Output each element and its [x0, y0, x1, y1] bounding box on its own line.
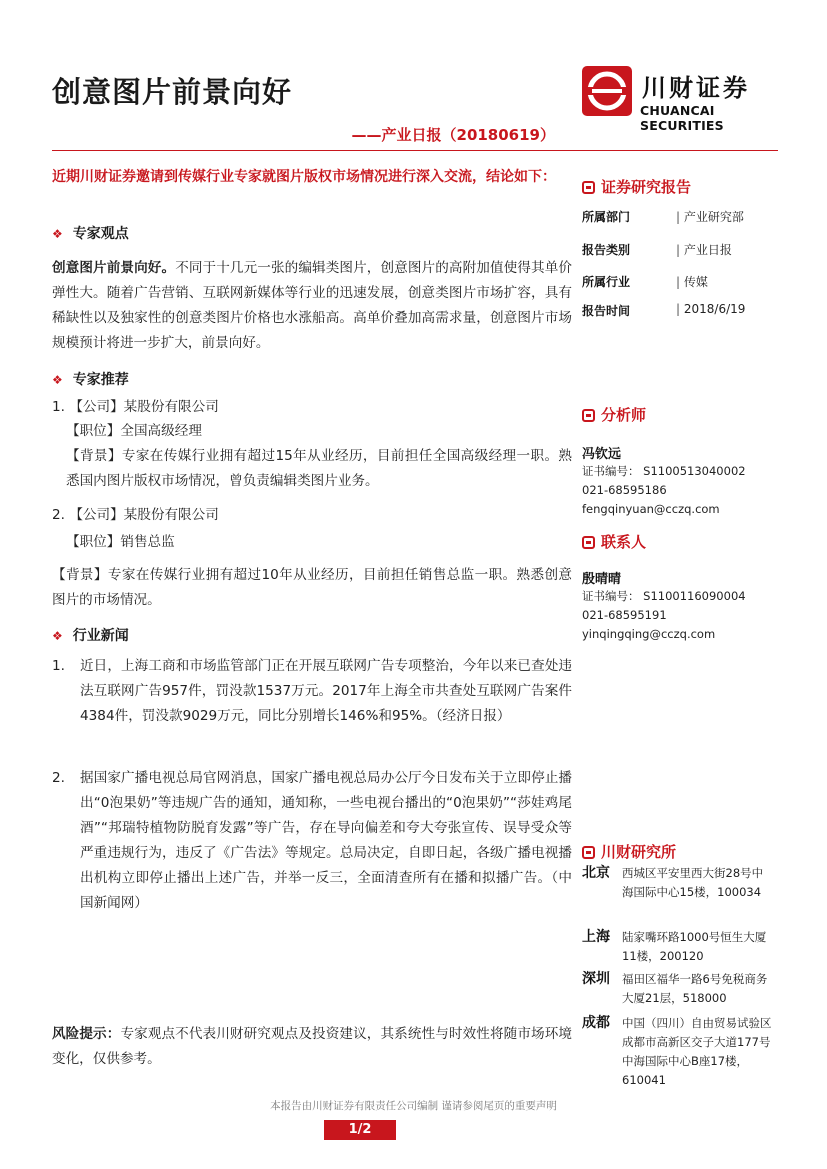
expert-1-position: 【职位】全国高级经理	[66, 423, 202, 439]
footer-note: 本报告由川财证券有限责任公司编制 谨请参阅尾页的重要声明	[270, 1100, 557, 1112]
page-title: 创意图片前景向好	[52, 75, 293, 109]
expert-1-company: 1. 【公司】某股份有限公司	[52, 399, 219, 415]
contact-name: 殷晴晴	[582, 572, 622, 587]
office-list	[582, 862, 782, 1092]
sidebar-contact-title: 联系人	[582, 531, 782, 552]
view-lead: 创意图片前景向好。	[52, 260, 176, 276]
section-marker-icon	[582, 181, 595, 194]
office-addr-chengdu: 中国（四川）自由贸易试验区成都市高新区交子大道177号中海国际中心B座17楼，610041	[622, 1016, 772, 1087]
logo-cn-text: 川财证券	[642, 74, 750, 102]
section-marker-icon	[582, 536, 595, 549]
logo-en-text: CHUANCAI SECURITIES	[640, 103, 724, 133]
view-body: 不同于十几元一张的编辑类图片，创意图片的高附加值使得其单价弹性大。随着广告营销、互联网新媒体等行业的迅速发展，创意类图片市场扩容，具有稀缺性以及独家性的创意类图片价格也水涨船高。高单价叠加高需求量，创意图片市场规模预计将进一步扩大，前景向好。	[52, 260, 573, 351]
expert-1-background: 【背景】专家在传媒行业拥有超过15年从业经历，目前担任全国高级经理一职。熟悉国内图片版权市场情况，曾负责编辑类图片业务。	[66, 448, 572, 489]
intro-text: 近期川财证券邀请到传媒行业专家就图片版权市场情况进行深入交流，结论如下：	[52, 169, 556, 185]
office-addr-shanghai: 陆家嘴环路1000号恒生大厦11楼，200120	[622, 930, 767, 963]
section-marker-icon	[582, 409, 595, 422]
diamond-bullet-icon: ❖	[52, 373, 63, 387]
news-2-num: 2.	[52, 770, 65, 786]
company-logo	[582, 66, 782, 133]
contact-block	[582, 568, 782, 644]
risk-warning	[52, 1022, 572, 1072]
office-addr-shenzhen: 福田区福华一路6号免税商务大厦21层，518000	[622, 972, 768, 1005]
section-heading-view: ❖ 专家观点	[52, 226, 129, 242]
risk-label: 风险提示：	[52, 1026, 121, 1042]
chuancai-logo-icon	[582, 66, 632, 116]
diamond-bullet-icon: ❖	[52, 629, 63, 643]
header-divider	[52, 150, 778, 151]
analyst-email[interactable]: fengqinyuan@cczq.com	[582, 502, 720, 516]
sidebar-analyst-title: 分析师	[582, 404, 782, 425]
contact-phone: 021-68595191	[582, 608, 667, 622]
page-number: 1/2	[324, 1120, 396, 1140]
news-1-text: 近日，上海工商和市场监管部门正在开展互联网广告专项整治，今年以来已查处违法互联网广告957件，罚没款1537万元。2017年上海全市共查处互联网广告案件4384件，罚没款9029万元，同比分别增长146%和95%。（经济日报）	[80, 658, 572, 724]
analyst-cert: 证书编号： S1100513040002	[582, 464, 746, 478]
section-marker-icon	[582, 846, 595, 859]
contact-email[interactable]: yinqingqing@cczq.com	[582, 627, 716, 641]
expert-2-position: 【职位】销售总监	[66, 534, 175, 550]
report-meta-table: 所属部门 | 产业研究部 报告类别 | 产业日报 所属行业 | 传媒 报告时间 | 2018/6/19	[582, 208, 782, 328]
analyst-name: 冯钦远	[582, 447, 622, 462]
section-heading-recommend: ❖ 专家推荐	[52, 372, 129, 388]
expert-2-background: 【背景】专家在传媒行业拥有超过10年从业经历，目前担任销售总监一职。熟悉创意图片的市场情况。	[52, 567, 572, 608]
analyst-block	[582, 443, 782, 519]
view-paragraph	[52, 256, 572, 356]
expert-2-company: 2. 【公司】某股份有限公司	[52, 507, 219, 523]
risk-text: 专家观点不代表川财研究观点及投资建议，其系统性与时效性将随市场环境变化，仅供参考。	[52, 1026, 573, 1067]
office-addr-beijing: 西城区平安里西大街28号中海国际中心15楼，100034	[622, 866, 764, 899]
sidebar-report-title: 证券研究报告	[582, 176, 782, 197]
diamond-bullet-icon: ❖	[52, 227, 63, 241]
contact-cert: 证书编号： S1100116090004	[582, 589, 746, 603]
office-city-shenzhen: 深圳	[582, 971, 610, 987]
section-heading-news: ❖ 行业新闻	[52, 628, 129, 644]
office-city-beijing: 北京	[582, 865, 610, 881]
news-1-num: 1.	[52, 658, 65, 674]
news-2-text: 据国家广播电视总局官网消息，国家广播电视总局办公厅今日发布关于立即停止播出“0泡果奶”等违规广告的通知，通知称，一些电视台播出的“0泡果奶”“莎娃鸡尾酒”“邦瑞特植物防脱育发露”等广告，存在导向偏差和夸大夸张宣传、误导受众等严重违规行为，违反了《广告法》等规定。总局决定，自即日起，各级广播电视播出机构立即停止播出上述广告，并举一反三，全面清查所有在播和拟播广告。（中国新闻网）	[80, 770, 572, 911]
office-city-chengdu: 成都	[582, 1015, 610, 1031]
report-daily-label: ——产业日报（20180619）	[351, 126, 555, 144]
sidebar-institute-title: 川财研究所	[582, 841, 782, 862]
analyst-phone: 021-68595186	[582, 483, 667, 497]
office-city-shanghai: 上海	[582, 929, 610, 945]
